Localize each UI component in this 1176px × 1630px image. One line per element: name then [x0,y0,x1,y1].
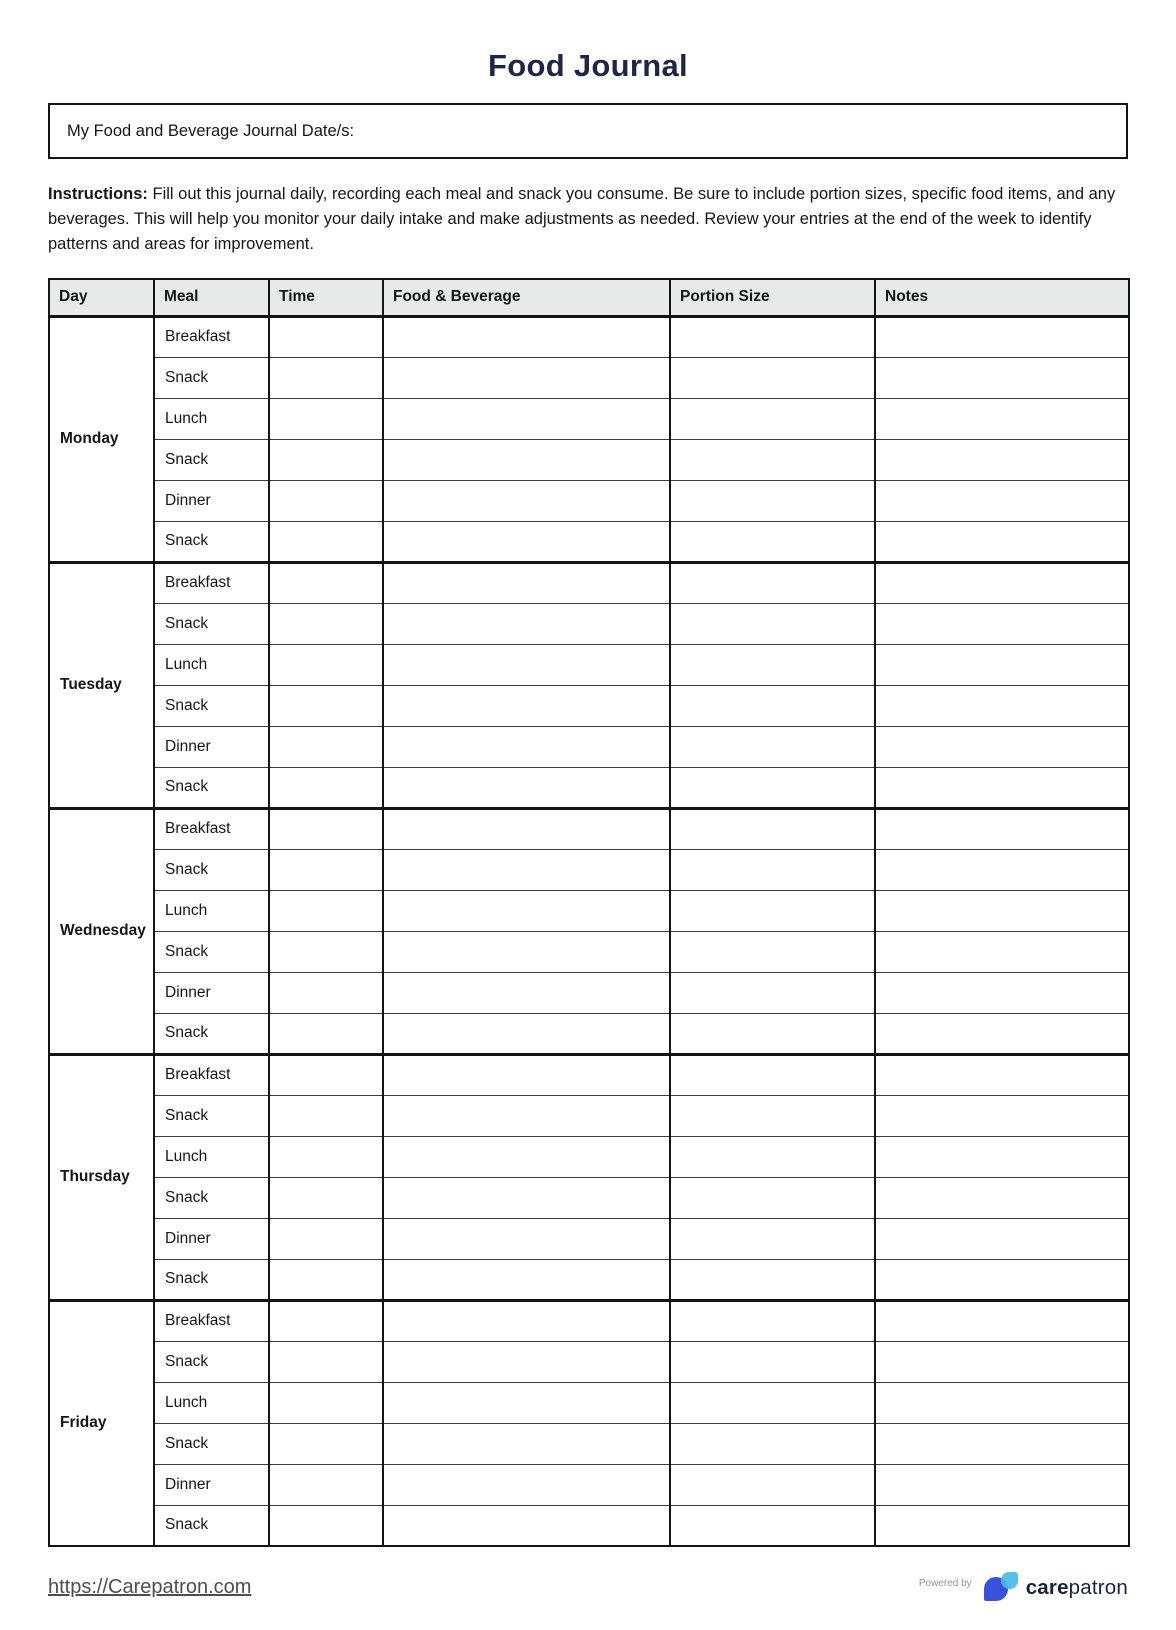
meal-label: Dinner [154,1464,269,1505]
carepatron-link[interactable]: https://Carepatron.com [48,1576,252,1598]
carepatron-wordmark-care: care [1025,1575,1069,1599]
table-row [49,1464,1129,1505]
food-beverage-entry-cell [383,685,670,726]
day-group-monday [49,316,1129,562]
notes-entry-cell [875,1382,1129,1423]
meal-label: Breakfast [154,316,269,357]
meal-label: Snack [154,767,269,808]
notes-entry-cell [875,1341,1129,1382]
portion-size-entry-cell [670,1177,875,1218]
carepatron-wordmark [1026,1576,1128,1600]
time-entry-cell [269,849,383,890]
carepatron-logo-icon [984,1572,1018,1603]
time-entry-cell [269,1423,383,1464]
meal-label: Snack [154,849,269,890]
meal-label: Snack [154,931,269,972]
time-entry-cell [269,603,383,644]
notes-entry-cell [875,398,1129,439]
meal-label: Snack [154,357,269,398]
portion-size-entry-cell [670,521,875,562]
food-beverage-entry-cell [383,767,670,808]
column-header-meal: Meal [154,279,269,316]
meal-label: Breakfast [154,1300,269,1341]
table-row [49,644,1129,685]
time-entry-cell [269,1341,383,1382]
notes-entry-cell [875,1013,1129,1054]
meal-label: Lunch [154,890,269,931]
table-header-row [49,279,1129,316]
notes-entry-cell [875,1136,1129,1177]
food-beverage-entry-cell [383,890,670,931]
meal-label: Snack [154,1505,269,1546]
food-beverage-entry-cell [383,1341,670,1382]
day-group-wednesday [49,808,1129,1054]
column-header-day: Day [49,279,154,316]
time-entry-cell [269,1013,383,1054]
meal-label: Dinner [154,480,269,521]
food-beverage-entry-cell [383,808,670,849]
meal-label: Lunch [154,644,269,685]
table-row [49,1218,1129,1259]
table-row [49,726,1129,767]
notes-entry-cell [875,316,1129,357]
time-entry-cell [269,767,383,808]
food-beverage-entry-cell [383,1095,670,1136]
meal-label: Snack [154,685,269,726]
table-row [49,1013,1129,1054]
notes-entry-cell [875,1095,1129,1136]
notes-entry-cell [875,1218,1129,1259]
table-row [49,972,1129,1013]
notes-entry-cell [875,685,1129,726]
time-entry-cell [269,562,383,603]
food-beverage-entry-cell [383,931,670,972]
time-entry-cell [269,1136,383,1177]
notes-entry-cell [875,357,1129,398]
table-row [49,398,1129,439]
time-entry-cell [269,1054,383,1095]
meal-label: Dinner [154,1218,269,1259]
notes-entry-cell [875,480,1129,521]
food-beverage-entry-cell [383,726,670,767]
portion-size-entry-cell [670,1423,875,1464]
notes-entry-cell [875,1464,1129,1505]
portion-size-entry-cell [670,1095,875,1136]
time-entry-cell [269,685,383,726]
table-row [49,1177,1129,1218]
food-beverage-entry-cell [383,1054,670,1095]
food-beverage-entry-cell [383,1423,670,1464]
table-row [49,1382,1129,1423]
meal-label: Snack [154,521,269,562]
food-beverage-entry-cell [383,480,670,521]
time-entry-cell [269,521,383,562]
portion-size-entry-cell [670,808,875,849]
meal-label: Lunch [154,1382,269,1423]
date-field-label: My Food and Beverage Journal Date/s: [67,121,355,140]
food-beverage-entry-cell [383,1382,670,1423]
table-row [49,685,1129,726]
table-row [49,521,1129,562]
food-beverage-entry-cell [383,644,670,685]
instructions-label: Instructions: [48,185,148,203]
portion-size-entry-cell [670,931,875,972]
food-beverage-entry-cell [383,316,670,357]
food-beverage-entry-cell [383,1013,670,1054]
portion-size-entry-cell [670,1136,875,1177]
notes-entry-cell [875,726,1129,767]
food-beverage-entry-cell [383,972,670,1013]
notes-entry-cell [875,644,1129,685]
column-header-notes: Notes [875,279,1129,316]
table-row [49,1300,1129,1341]
column-header-portion-size: Portion Size [670,279,875,316]
food-beverage-entry-cell [383,1136,670,1177]
notes-entry-cell [875,562,1129,603]
time-entry-cell [269,972,383,1013]
table-row [49,1423,1129,1464]
portion-size-entry-cell [670,972,875,1013]
food-beverage-entry-cell [383,521,670,562]
food-beverage-entry-cell [383,1218,670,1259]
table-row [49,316,1129,357]
food-beverage-entry-cell [383,1505,670,1546]
meal-label: Dinner [154,726,269,767]
portion-size-entry-cell [670,603,875,644]
notes-entry-cell [875,1505,1129,1546]
meal-label: Snack [154,1259,269,1300]
instructions-text: Fill out this journal daily, recording each meal and snack you consume. Be sure to include portion sizes, specific food items, and any beverages. This will help you monitor your daily intake and make adjustments as needed. Review your entries at the end of the week to identify patterns and areas for improvement. [48,185,1116,253]
food-beverage-entry-cell [383,562,670,603]
portion-size-entry-cell [670,726,875,767]
food-beverage-entry-cell [383,1464,670,1505]
portion-size-entry-cell [670,562,875,603]
notes-entry-cell [875,1054,1129,1095]
date-field-box [48,103,1128,159]
portion-size-entry-cell [670,1300,875,1341]
time-entry-cell [269,808,383,849]
time-entry-cell [269,1382,383,1423]
notes-entry-cell [875,603,1129,644]
day-group-friday [49,1300,1129,1546]
meal-label: Lunch [154,398,269,439]
notes-entry-cell [875,439,1129,480]
notes-entry-cell [875,1300,1129,1341]
table-row [49,890,1129,931]
meal-label: Snack [154,1177,269,1218]
time-entry-cell [269,480,383,521]
day-label: Tuesday [49,562,154,808]
time-entry-cell [269,644,383,685]
table-row [49,1095,1129,1136]
day-label: Monday [49,316,154,562]
time-entry-cell [269,357,383,398]
powered-by-lockup [919,1572,1128,1603]
notes-entry-cell [875,767,1129,808]
time-entry-cell [269,890,383,931]
notes-entry-cell [875,931,1129,972]
meal-label: Dinner [154,972,269,1013]
time-entry-cell [269,1300,383,1341]
food-journal-table [48,278,1130,1547]
speech-bubble-light-icon [1001,1572,1018,1589]
time-entry-cell [269,439,383,480]
table-row [49,808,1129,849]
table-row [49,603,1129,644]
powered-by-label: Powered by [918,1578,972,1589]
portion-size-entry-cell [670,439,875,480]
table-row [49,1136,1129,1177]
day-label: Thursday [49,1054,154,1300]
portion-size-entry-cell [670,1218,875,1259]
portion-size-entry-cell [670,316,875,357]
day-group-thursday [49,1054,1129,1300]
portion-size-entry-cell [670,357,875,398]
carepatron-wordmark-patron: patron [1068,1575,1128,1599]
time-entry-cell [269,316,383,357]
table-row [49,767,1129,808]
day-label: Friday [49,1300,154,1546]
time-entry-cell [269,931,383,972]
portion-size-entry-cell [670,1464,875,1505]
table-row [49,439,1129,480]
time-entry-cell [269,1177,383,1218]
table-row [49,849,1129,890]
food-beverage-entry-cell [383,357,670,398]
notes-entry-cell [875,972,1129,1013]
food-beverage-entry-cell [383,1300,670,1341]
notes-entry-cell [875,890,1129,931]
portion-size-entry-cell [670,1341,875,1382]
portion-size-entry-cell [670,685,875,726]
food-beverage-entry-cell [383,603,670,644]
notes-entry-cell [875,849,1129,890]
time-entry-cell [269,726,383,767]
page-title: Food Journal [488,48,688,83]
portion-size-entry-cell [670,767,875,808]
meal-label: Snack [154,1341,269,1382]
page-footer [48,1572,1128,1603]
table-row [49,357,1129,398]
meal-label: Breakfast [154,808,269,849]
portion-size-entry-cell [670,398,875,439]
portion-size-entry-cell [670,1054,875,1095]
portion-size-entry-cell [670,1382,875,1423]
time-entry-cell [269,1259,383,1300]
notes-entry-cell [875,1423,1129,1464]
meal-label: Snack [154,603,269,644]
meal-label: Breakfast [154,562,269,603]
notes-entry-cell [875,1259,1129,1300]
meal-label: Breakfast [154,1054,269,1095]
table-row [49,1054,1129,1095]
portion-size-entry-cell [670,644,875,685]
food-beverage-entry-cell [383,1259,670,1300]
meal-label: Lunch [154,1136,269,1177]
time-entry-cell [269,398,383,439]
time-entry-cell [269,1464,383,1505]
table-row [49,1505,1129,1546]
food-beverage-entry-cell [383,1177,670,1218]
column-header-food-beverage: Food & Beverage [383,279,670,316]
day-label: Wednesday [49,808,154,1054]
food-beverage-entry-cell [383,439,670,480]
time-entry-cell [269,1218,383,1259]
portion-size-entry-cell [670,480,875,521]
food-beverage-entry-cell [383,849,670,890]
meal-label: Snack [154,1423,269,1464]
food-beverage-entry-cell [383,398,670,439]
column-header-time: Time [269,279,383,316]
portion-size-entry-cell [670,849,875,890]
time-entry-cell [269,1095,383,1136]
table-row [49,931,1129,972]
time-entry-cell [269,1505,383,1546]
day-group-tuesday [49,562,1129,808]
table-row [49,1341,1129,1382]
portion-size-entry-cell [670,1505,875,1546]
meal-label: Snack [154,439,269,480]
portion-size-entry-cell [670,1013,875,1054]
notes-entry-cell [875,521,1129,562]
meal-label: Snack [154,1013,269,1054]
instructions-paragraph [48,182,1128,257]
portion-size-entry-cell [670,890,875,931]
notes-entry-cell [875,1177,1129,1218]
table-row [49,1259,1129,1300]
portion-size-entry-cell [670,1259,875,1300]
meal-label: Snack [154,1095,269,1136]
table-row [49,480,1129,521]
notes-entry-cell [875,808,1129,849]
table-row [49,562,1129,603]
